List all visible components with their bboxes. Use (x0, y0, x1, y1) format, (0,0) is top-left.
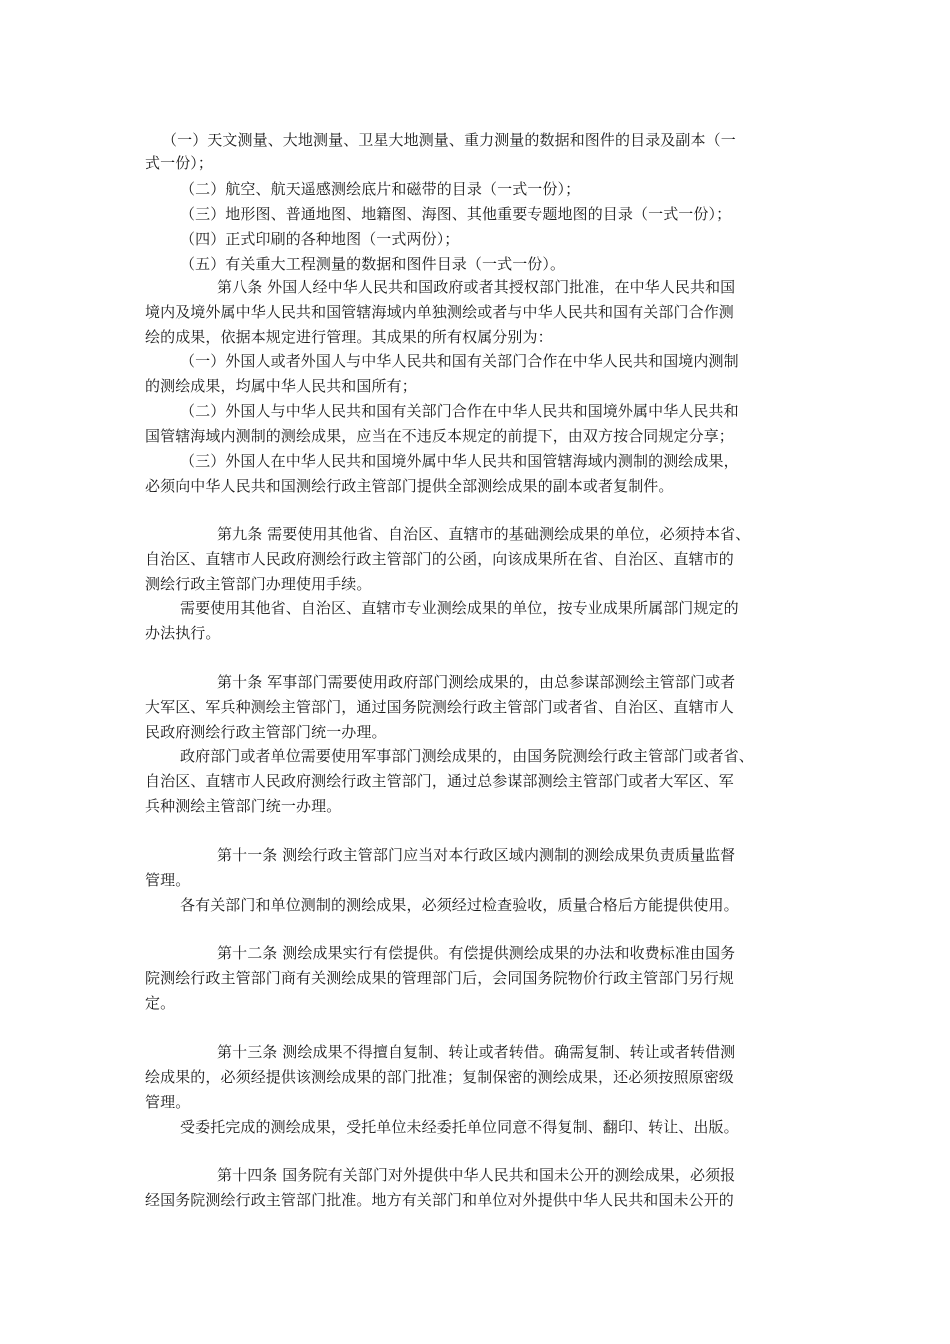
text-line: 绘成果的，必须经提供该测绘成果的部门批准；复制保密的测绘成果，还必须按照原密级 (145, 1068, 734, 1086)
text-line: 各有关部门和单位测制的测绘成果，必须经过检查验收，质量合格后方能提供使用。 (180, 896, 739, 914)
text-line: 兵种测绘主管部门统一办理。 (145, 797, 342, 815)
text-line: 大军区、军兵种测绘主管部门，通过国务院测绘行政主管部门或者省、自治区、直辖市人 (145, 698, 734, 716)
text-line: 受委托完成的测绘成果，受托单位未经委托单位同意不得复制、翻印、转让、出版。 (180, 1118, 739, 1136)
text-line: （四）正式印刷的各种地图（一式两份）； (180, 230, 460, 248)
article-heading-line: 第九条 需要使用其他省、自治区、直辖市的基础测绘成果的单位，必须持本省、 (217, 525, 751, 543)
article-heading-line: 第十三条 测绘成果不得擅自复制、转让或者转借。确需复制、转让或者转借测 (217, 1043, 736, 1061)
text-line: 需要使用其他省、自治区、直辖市专业测绘成果的单位，按专业成果所属部门规定的 (180, 599, 739, 617)
text-line: 管理。 (145, 871, 191, 889)
text-line: 测绘行政主管部门办理使用手续。 (145, 575, 372, 593)
text-line: （二）外国人与中华人民共和国有关部门合作在中华人民共和国境外属中华人民共和 (180, 402, 739, 420)
article-heading-line: 第十条 军事部门需要使用政府部门测绘成果的，由总参谋部测绘主管部门或者 (217, 673, 736, 691)
text-line: 的测绘成果，均属中华人民共和国所有； (145, 377, 417, 395)
text-line: 经国务院测绘行政主管部门批准。地方有关部门和单位对外提供中华人民共和国未公开的 (145, 1191, 734, 1209)
text-line: 政府部门或者单位需要使用军事部门测绘成果的，由国务院测绘行政主管部门或者省、 (180, 747, 754, 765)
text-line: 自治区、直辖市人民政府测绘行政主管部门，通过总参谋部测绘主管部门或者大军区、军 (145, 772, 734, 790)
text-line: （三）地形图、普通地图、地籍图、海图、其他重要专题地图的目录（一式一份）； (180, 205, 732, 223)
text-line: 式一份）； (145, 154, 214, 172)
text-line: 院测绘行政主管部门商有关测绘成果的管理部门后，会同国务院物价行政主管部门另行规 (145, 969, 734, 987)
article-heading-line: 第十四条 国务院有关部门对外提供中华人民共和国未公开的测绘成果，必须报 (217, 1166, 736, 1184)
text-line: 民政府测绘行政主管部门统一办理。 (145, 723, 387, 741)
text-line: 管理。 (145, 1093, 191, 1111)
text-line: 境内及境外属中华人民共和国管辖海域内单独测绘或者与中华人民共和国有关部门合作测 (145, 303, 734, 321)
article-heading-line: 第十一条 测绘行政主管部门应当对本行政区域内测制的测绘成果负责质量监督 (217, 846, 736, 864)
text-line: （三）外国人在中华人民共和国境外属中华人民共和国管辖海域内测制的测绘成果， (180, 452, 739, 470)
text-line: 国管辖海域内测制的测绘成果，应当在不违反本规定的前提下，由双方按合同规定分享； (145, 427, 734, 445)
text-line: 定。 (145, 994, 176, 1012)
article-heading-line: 第十二条 测绘成果实行有偿提供。有偿提供测绘成果的办法和收费标准由国务 (217, 944, 736, 962)
text-line: （二）航空、航天遥感测绘底片和磁带的目录（一式一份）； (180, 180, 581, 198)
text-line: 自治区、直辖市人民政府测绘行政主管部门的公函，向该成果所在省、自治区、直辖市的 (145, 550, 734, 568)
text-line: （一）外国人或者外国人与中华人民共和国有关部门合作在中华人民共和国境内测制 (180, 352, 739, 370)
text-line: （一）天文测量、大地测量、卫星大地测量、重力测量的数据和图件的目录及副本（一 (162, 131, 736, 149)
text-line: 办法执行。 (145, 624, 221, 642)
article-heading-line: 第八条 外国人经中华人民共和国政府或者其授权部门批准，在中华人民共和国 (217, 278, 736, 296)
text-line: 必须向中华人民共和国测绘行政主管部门提供全部测绘成果的副本或者复制件。 (145, 477, 674, 495)
text-line: （五）有关重大工程测量的数据和图件目录（一式一份）。 (180, 255, 566, 273)
text-line: 绘的成果，依据本规定进行管理。其成果的所有权属分别为： (145, 328, 553, 346)
